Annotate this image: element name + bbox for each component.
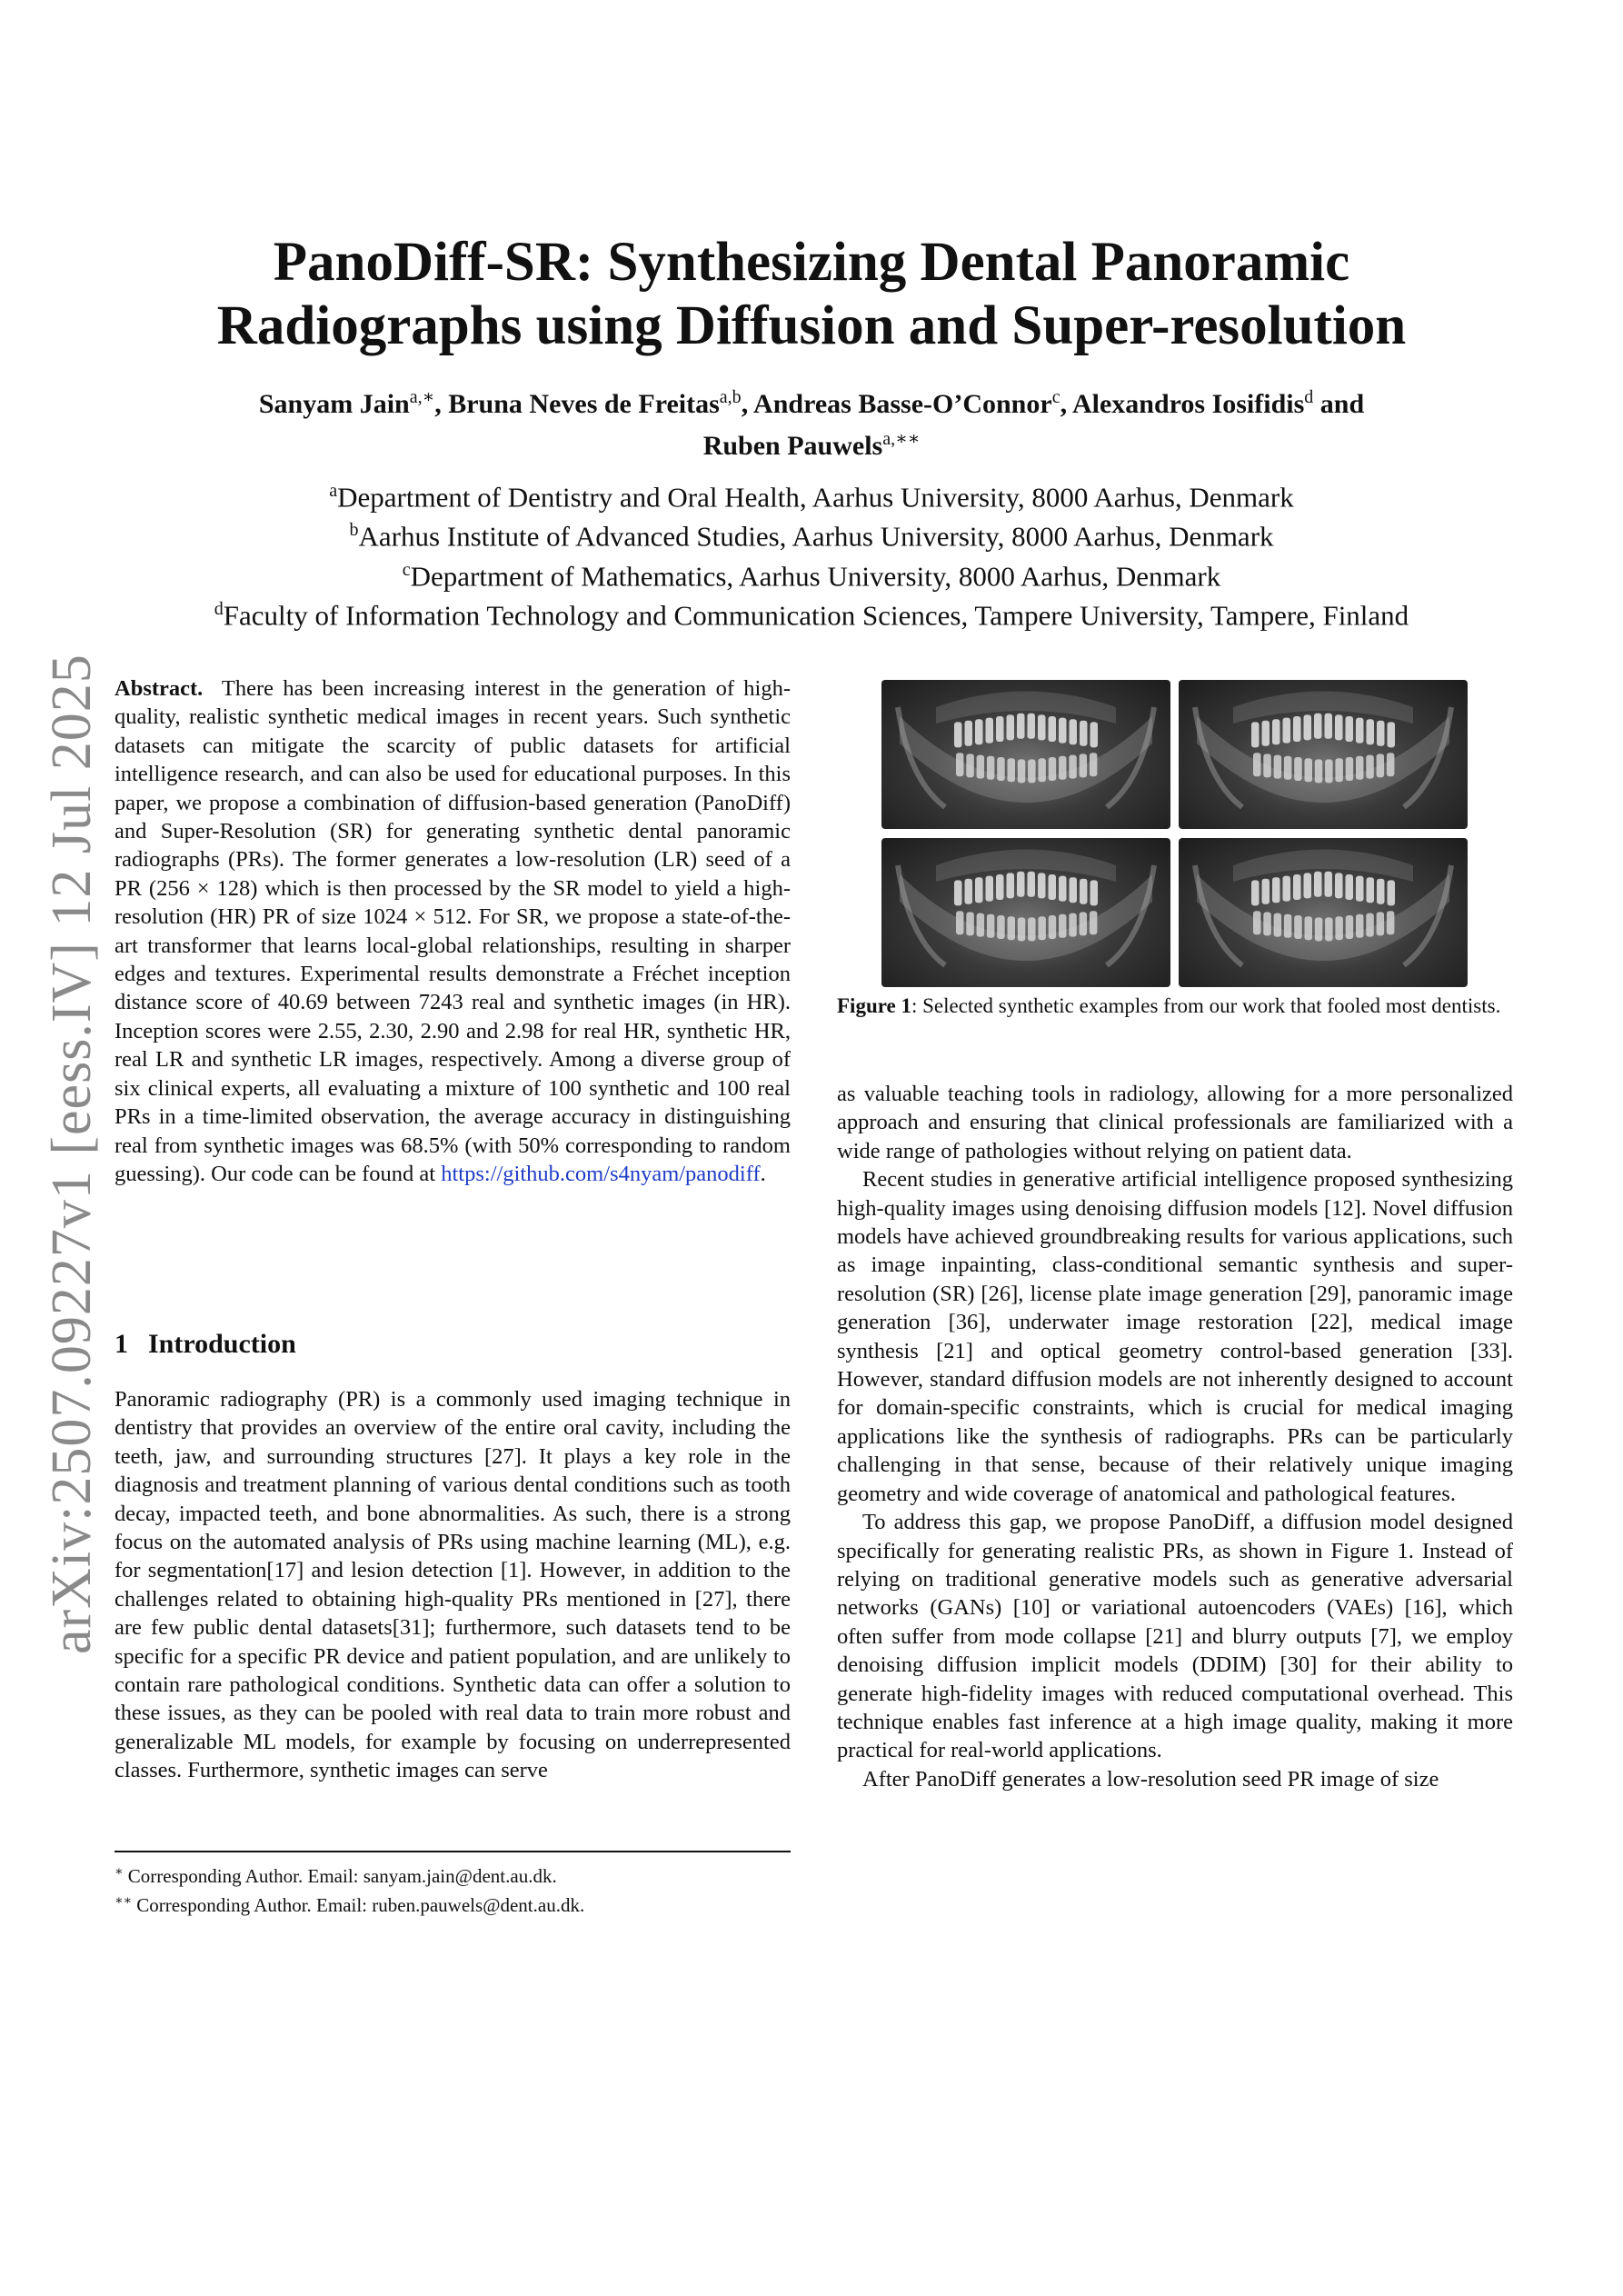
author: Alexandros Iosifidis$^d$ and [1071,387,1365,419]
figure-1-grid [881,680,1469,987]
panoramic-radiograph-image [881,680,1170,829]
title-line-2: Radiographs using Diffusion and Super-resolution [216,295,1407,356]
abstract-label: Abstract. [115,676,204,701]
section-number: 1 [115,1329,128,1359]
affiliation: $^b$Aarhus Institute of Advanced Studies, Aarhus University, 8000 Aarhus, Denmark [349,520,1274,553]
section-heading [115,1329,316,1360]
code-link[interactable]: https://github.com/s4nyam/panodiff [441,1161,761,1186]
introduction-text [115,1385,791,1785]
footnotes [115,1860,791,1918]
affiliation: $^c$Department of Mathematics, Aarhus University, 8000 Aarhus, Denmark [402,559,1221,592]
author: Sanyam Jain$^{a,∗}$, [258,387,449,419]
author-list [136,380,1487,464]
panoramic-radiograph-image [1179,838,1468,987]
figure-caption [837,993,1513,1020]
affiliation: $^a$Department of Dentistry and Oral Health, Aarhus University, 8000 Aarhus, Denmark [329,481,1294,514]
paper-title [136,231,1487,358]
affiliation-list [91,474,1532,632]
panoramic-radiograph-image [881,838,1170,987]
author: Ruben Pauwels$^{a,∗∗}$ [702,429,921,461]
section-title: Introduction [148,1329,296,1359]
figure-label: Figure 1 [837,994,911,1017]
panoramic-radiograph-image [1179,680,1468,829]
footnote-rule [115,1851,791,1852]
figure-caption-text: : Selected synthetic examples from our work that fooled most dentists. [911,994,1501,1017]
footnote: ∗∗ Corresponding Author. Email: ruben.pauwels@dent.au.dk. [115,1894,585,1916]
author: Bruna Neves de Freitas$^{a,b}$, [448,387,754,419]
arxiv-sidebar-stamp: arXiv:2507.09227v1 [eess.IV] 12 Jul 2025 [41,654,103,1654]
paragraph: After PanoDiff generates a low-resolution seed PR image of size [862,1766,1439,1792]
paragraph: Recent studies in generative artificial intelligence proposed synthesizing high-quality images using denoising diffusion models [12]. Novel diffusion models have achieved groundbreaking results for various applications, such as image inpainting, class-conditional semantic synthesis and super-resolution (SR) [26], license plate image generation [29], panoramic image generation [36], underwater image restoration [22], medical image synthesis [21] and optical geometry control-based generation [33]. However, standard diffusion models are not inherently designed to account for domain-specific constraints, which is crucial for medical imaging applications like the synthesis of radiographs. PRs can be particularly challenging in that sense, because of their relatively unique imaging geometry and wide coverage of anatomical and pathological features. [837,1167,1513,1506]
paragraph: To address this gap, we propose PanoDiff, a diffusion model designed specifically for generating realistic PRs, as shown in Figure 1. Instead of relying on traditional generative models such as generative adversarial networks (GANs) [10] or variational autoencoders (VAEs) [16], which often suffer from mode collapse [21] and blurry outputs [7], we employ denoising diffusion implicit models (DDIM) [30] for their ability to generate high-fidelity images with reduced computational overhead. This technique enables fast inference at a high image quality, making it more practical for real-world applications. [837,1510,1513,1763]
affiliation: $^d$Faculty of Information Technology and Communication Sciences, Tampere University, Tampere, Finland [214,598,1409,632]
abstract: Abstract. There has been increasing interest in the generation of high-quality, realistic synthetic medical images in recent years. Such synthetic datasets can mitigate the scarcity of public datasets for artificial intelligence research, and can also be used for educational purposes. In this paper, we propose a combination of diffusion-based generation (PanoDiff) and Super-Resolution (SR) for generating synthetic dental panoramic radiographs (PRs). The former generates a low-resolution (LR) seed of a PR (256 × 128) which is then processed by the SR model to yield a high-resolution (HR) PR of size 1024 × 512. For SR, we propose a state-of-the-art transformer that learns local-global relationships, resulting in sharper edges and textures. Experimental results demonstrate a Fréchet inception distance score of 40.69 between 7243 real and synthetic images (in HR). Inception scores were 2.55, 2.30, 2.90 and 2.98 for real HR, synthetic HR, real LR and synthetic LR images, respectively. Among a diverse group of six clinical experts, all evaluating a mixture of 100 synthetic and 100 real PRs in a time-limited observation, the average accuracy in distinguishing real from synthetic images was 68.5% (with 50% corresponding to random guessing). Our code can be found at https://github.com/s4nyam/panodiff. [115,676,792,1186]
paragraph: as valuable teaching tools in radiology, allowing for a more personalized approach and ensuring that clinical professionals are familiarized with a wide range of pathologies without relying on patient data. [837,1082,1513,1163]
right-column-text [837,1080,1513,1793]
paragraph: Panoramic radiography (PR) is a commonly used imaging technique in dentistry that provides an overview of the entire oral cavity, including the teeth, jaw, and surrounding structures [27]. It plays a key role in the diagnosis and treatment planning of various dental conditions such as tooth decay, impacted teeth, and bone abnormalities. As such, there is a strong focus on the automated analysis of PRs using machine learning (ML), e.g. for segmentation[17] and lesion detection [1]. However, in addition to the challenges related to obtaining high-quality PRs mentioned in [27], there are few public dental datasets[31]; furthermore, such datasets tend to be specific for a specific PR device and patient population, and are unlikely to contain rare pathological conditions. Synthetic data can offer a solution to these issues, as they can be pooled with real data to train more robust and generalizable ML models, for example by focusing on underrepresented classes. Furthermore, synthetic images can serve [115,1387,791,1783]
abstract-text: There has been increasing interest in the generation of high-quality, realistic synthetic medical images in recent years. Such synthetic datasets can mitigate the scarcity of public datasets for artificial intelligence research, and can also be used for educational purposes. In this paper, we propose a combination of diffusion-based generation (PanoDiff) and Super-Resolution (SR) for generating synthetic dental panoramic radiographs (PRs). The former generates a low-resolution (LR) seed of a PR (256 × 128) which is then processed by the SR model to yield a high-resolution (HR) PR of size 1024 × 512. For SR, we propose a state-of-the-art transformer that learns local-global relationships, resulting in sharper edges and textures. Experimental results demonstrate a Fréchet inception distance score of 40.69 between 7243 real and synthetic images (in HR). Inception scores were 2.55, 2.30, 2.90 and 2.98 for real HR, synthetic HR, real LR and synthetic LR images, respectively. Among a diverse group of six clinical experts, all evaluating a mixture of 100 synthetic and 100 real PRs in a time-limited observation, the average accuracy in distinguishing real from synthetic images was 68.5% (with 50% corresponding to random guessing). Our code can be found at [115,676,792,1186]
title-line-1: PanoDiff-SR: Synthesizing Dental Panoramic [273,232,1350,293]
footnote: ∗ Corresponding Author. Email: sanyam.jain@dent.au.dk. [115,1865,557,1887]
author: Andreas Basse-O’Connor$^c$, [753,387,1072,419]
